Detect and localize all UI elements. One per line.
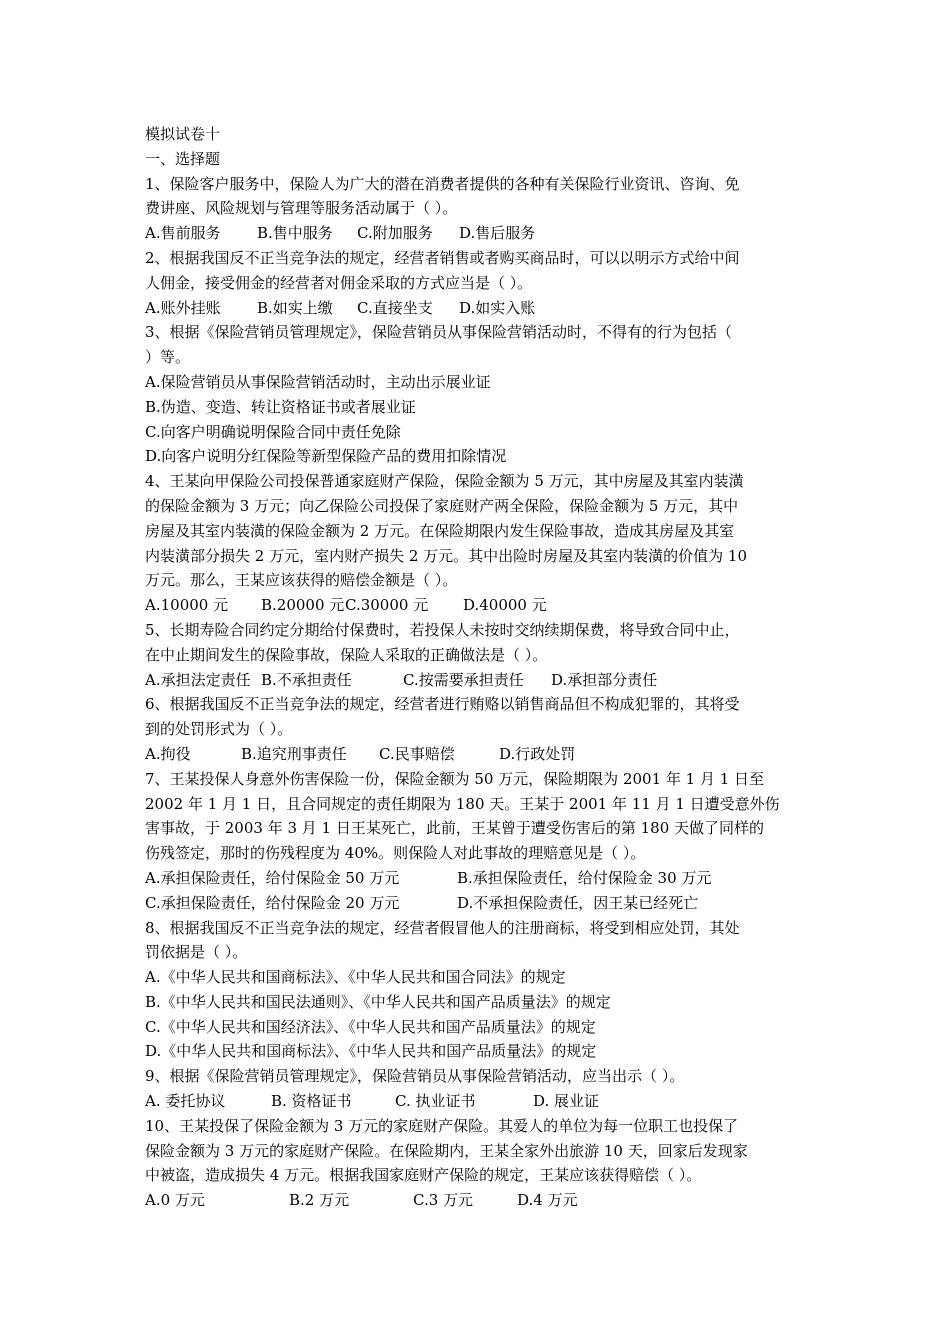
question-block: [145, 1064, 810, 1114]
question-text-line: 5、长期寿险合同约定分期给付保费时，若投保人未按时交纳续期保费，将导致合同中止，: [145, 620, 740, 639]
question-block: [145, 618, 810, 692]
option-row: [145, 444, 810, 469]
answer-option: D. 展业证: [533, 1092, 600, 1111]
answer-option: D.行政处罚: [499, 744, 576, 763]
option-row: [145, 891, 810, 916]
section-heading: 一、选择题: [145, 149, 221, 168]
question-text-line: 罚依据是（ ）。: [145, 943, 248, 962]
answer-option: C.民事赔偿: [379, 744, 455, 763]
question-text-line: 万元。那么，王某应该获得的赔偿金额是（ ）。: [145, 571, 458, 590]
answer-option: A.《中华人民共和国商标法》、《中华人民共和国合同法》的规定: [145, 968, 566, 987]
answer-option: A.账外挂账: [145, 298, 221, 317]
question-text-line: 2002 年 1 月 1 日，且合同规定的责任期限为 180 天。王某于 2001 年 11 月 1 日遭受意外伤: [145, 794, 780, 813]
answer-option: B.2 万元: [289, 1191, 350, 1210]
answer-option: B.20000 元: [261, 596, 345, 615]
answer-option: B. 资格证书: [271, 1092, 352, 1111]
answer-option: B.承担保险责任，给付保险金 30 万元: [457, 868, 712, 887]
answer-option: C.按需要承担责任: [403, 670, 524, 689]
answer-option: A.保险营销员从事保险营销活动时，主动出示展业证: [145, 372, 491, 391]
question-text-line: 到的处罚形式为（ ）。: [145, 720, 293, 739]
question-list: [145, 172, 810, 1213]
question-text-line: 保险金额为 3 万元的家庭财产保险。在保险期内，王某全家外出旅游 10 天，回家后发现家: [145, 1141, 748, 1160]
question-block: [145, 692, 810, 766]
question-text-line: 房屋及其室内装潢的保险金额为 2 万元。在保险期限内发生保险事故，造成其房屋及其室: [145, 521, 735, 540]
answer-option: B.追究刑事责任: [241, 744, 347, 763]
answer-option: B.《中华人民共和国民法通则》、《中华人民共和国产品质量法》的规定: [145, 992, 611, 1011]
question-text-line: 10、王某投保了保险金额为 3 万元的家庭财产保险。其爱人的单位为每一位职工也投保了: [145, 1116, 739, 1135]
option-row: [145, 668, 810, 693]
option-row: [145, 990, 810, 1015]
option-row: [145, 1089, 810, 1114]
question-text-line: 3、根据《保险营销员管理规定》，保险营销员从事保险营销活动时，不得有的行为包括（: [145, 323, 733, 342]
option-row: [145, 965, 810, 990]
question-text-line: 7、王某投保人身意外伤害保险一份，保险金额为 50 万元，保险期限为 2001 年 1 月 1 日至: [145, 769, 765, 788]
question-text-line: 4、王某向甲保险公司投保普通家庭财产保险，保险金额为 5 万元，其中房屋及其室内装潢: [145, 472, 744, 491]
answer-option: D.如实入账: [459, 298, 536, 317]
answer-option: D.《中华人民共和国商标法》、《中华人民共和国产品质量法》的规定: [145, 1042, 597, 1061]
option-row: [145, 221, 810, 246]
answer-option: C.附加服务: [357, 224, 433, 243]
question-text-line: 8、根据我国反不正当竞争法的规定，经营者假冒他人的注册商标，将受到相应处罚，其处: [145, 918, 740, 937]
question-text-line: 费讲座、风险规划与管理等服务活动属于（ ）。: [145, 199, 458, 218]
answer-option: A.10000 元: [145, 596, 229, 615]
answer-option: A.拘役: [145, 744, 191, 763]
option-row: [145, 866, 810, 891]
question-block: [145, 320, 810, 469]
question-text-line: 9、根据《保险营销员管理规定》，保险营销员从事保险营销活动，应当出示（ ）。: [145, 1067, 685, 1086]
answer-option: B.不承担责任: [261, 670, 352, 689]
question-text-line: 的保险金额为 3 万元；向乙保险公司投保了家庭财产两全保险，保险金额为 5 万元，其中: [145, 496, 739, 515]
answer-option: C.30000 元: [345, 596, 429, 615]
answer-option: B.售中服务: [257, 224, 333, 243]
answer-option: B.伪造、变造、转让资格证书或者展业证: [145, 397, 416, 416]
question-block: [145, 767, 810, 916]
answer-option: C. 执业证书: [395, 1092, 476, 1111]
answer-option: D.40000 元: [463, 596, 547, 615]
question-block: [145, 469, 810, 618]
option-row: [145, 1015, 810, 1040]
answer-option: D.4 万元: [517, 1191, 578, 1210]
option-row: [145, 420, 810, 445]
question-block: [145, 916, 810, 1065]
question-text-line: 中被盗，造成损失 4 万元。根据我国家庭财产保险的规定，王某应该获得赔偿（ ）。: [145, 1166, 702, 1185]
answer-option: C.直接坐支: [357, 298, 433, 317]
question-text-line: 伤残签定，那时的伤残程度为 40%。则保险人对此事故的理赔意见是（ ）。: [145, 844, 646, 863]
exam-title: 模拟试卷十: [145, 125, 221, 143]
question-text-line: ）等。: [145, 348, 191, 367]
option-row: [145, 593, 810, 618]
question-text-line: 2、根据我国反不正当竞争法的规定，经营者销售或者购买商品时，可以以明示方式给中间: [145, 248, 740, 267]
question-text-line: 1、保险客户服务中，保险人为广大的潜在消费者提供的各种有关保险行业资讯、咨询、免: [145, 174, 740, 193]
answer-option: A.售前服务: [145, 224, 221, 243]
answer-option: A.承担法定责任: [145, 670, 251, 689]
option-row: [145, 370, 810, 395]
option-row: [145, 1188, 810, 1213]
answer-option: C.3 万元: [413, 1191, 474, 1210]
answer-option: A.承担保险责任，给付保险金 50 万元: [145, 868, 400, 887]
question-text-line: 6、根据我国反不正当竞争法的规定，经营者进行贿赂以销售商品但不构成犯罪的，其将受: [145, 695, 740, 714]
question-block: [145, 172, 810, 246]
option-row: [145, 395, 810, 420]
question-block: [145, 246, 810, 320]
option-row: [145, 296, 810, 321]
answer-option: D.向客户说明分红保险等新型保险产品的费用扣除情况: [145, 447, 507, 466]
question-text-line: 在中止期间发生的保险事故，保险人采取的正确做法是（ ）。: [145, 645, 548, 664]
answer-option: A.0 万元: [145, 1191, 205, 1210]
option-row: [145, 742, 810, 767]
answer-option: B.如实上缴: [257, 298, 333, 317]
answer-option: D.不承担保险责任，因王某已经死亡: [457, 893, 699, 912]
answer-option: D.售后服务: [459, 224, 536, 243]
question-block: [145, 1114, 810, 1213]
question-text-line: 害事故，于 2003 年 3 月 1 日王某死亡，此前，王某曾于遭受伤害后的第 180 天做了同样的: [145, 819, 765, 838]
option-row: [145, 1039, 810, 1064]
question-text-line: 内装潢部分损失 2 万元，室内财产损失 2 万元。其中出险时房屋及其室内装潢的价值为 10: [145, 546, 748, 565]
answer-option: C.向客户明确说明保险合同中责任免除: [145, 422, 401, 441]
answer-option: A. 委托协议: [145, 1092, 226, 1111]
answer-option: C.《中华人民共和国经济法》、《中华人民共和国产品质量法》的规定: [145, 1017, 596, 1036]
question-text-line: 人佣金，接受佣金的经营者对佣金采取的方式应当是（ ）。: [145, 273, 533, 292]
answer-option: C.承担保险责任，给付保险金 20 万元: [145, 893, 400, 912]
answer-option: D.承担部分责任: [551, 670, 658, 689]
